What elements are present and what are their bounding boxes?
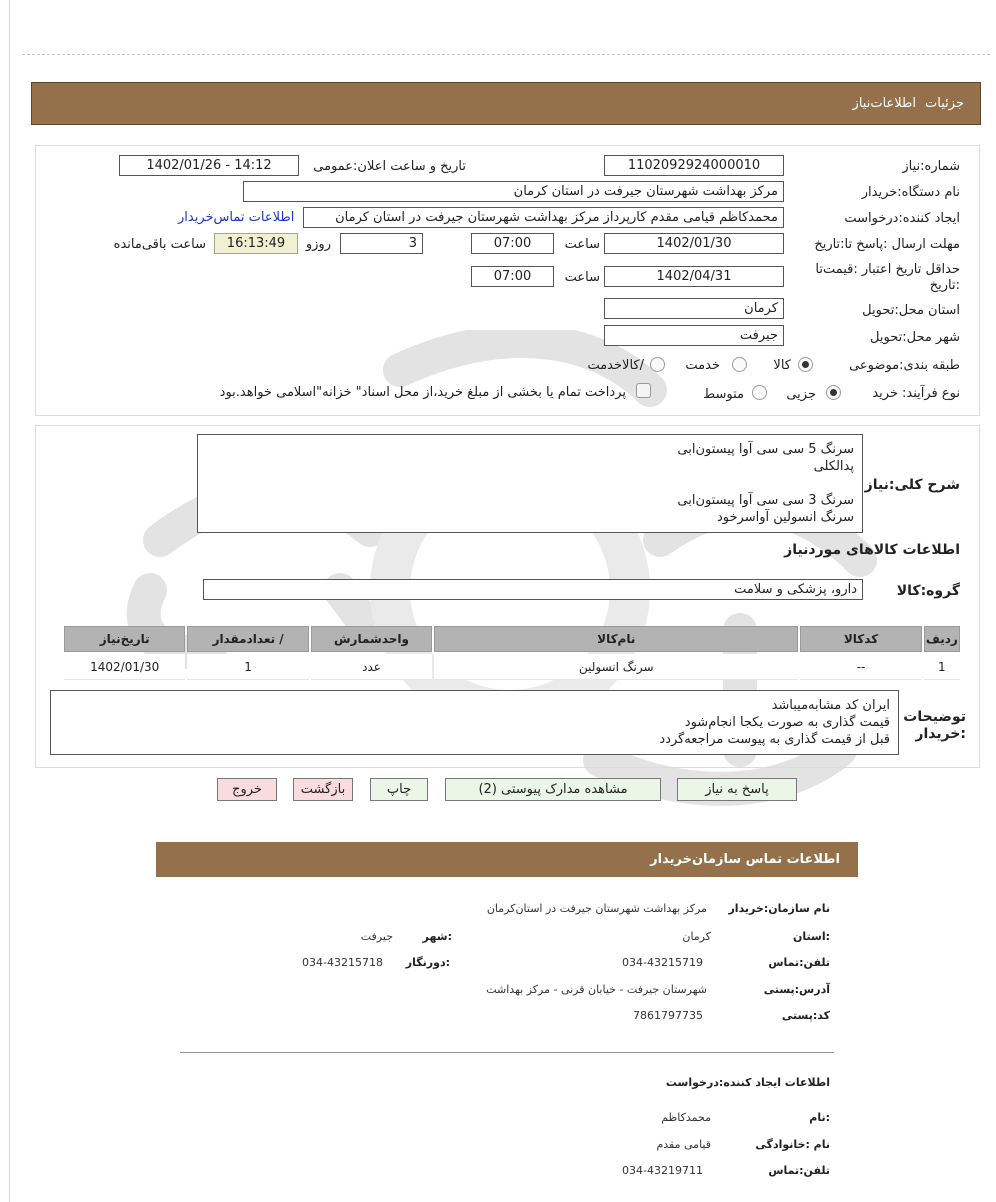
col-qty: / تعدادمقدار (187, 626, 308, 652)
validity-label-line1: حداقل تاریخ اعتبار :قیمت‌تا (815, 262, 960, 277)
treasury-payment-note: پرداخت تمام یا بخشی از مبلغ خرید،از محل اسناد" خزانه"اسلامی خواهد.بود (219, 385, 626, 400)
buyer-contact-link[interactable]: اطلاعات تماس‌خریدار (178, 210, 295, 225)
contact-address-value: شهرستان جیرفت - خیابان قرنی - مرکز بهداشت (486, 983, 707, 996)
cell-date: 1402/01/30 (64, 654, 185, 680)
process-type-label: نوع فرآیند: (902, 386, 960, 401)
header-title-need-info: اطلاعات‌نیاز (852, 96, 916, 111)
announce-label: تاریخ و ساعت اعلان:عمومی (313, 159, 466, 174)
validity-date-field[interactable]: 1402/04/31 (604, 266, 784, 287)
summary-label: شرح کلی:نیاز (864, 477, 960, 493)
buyer-org-field[interactable]: مرکز بهداشت شهرستان جیرفت در استان کرمان (243, 181, 784, 202)
process-option-minor: جزیی (786, 387, 816, 402)
validity-time-field[interactable]: 07:00 (471, 266, 554, 287)
contact-fax-value: 034-43215718 (302, 956, 383, 969)
col-date: تاریخ‌نیاز (64, 626, 185, 652)
summary-line (206, 475, 854, 492)
need-number-field[interactable]: 1102092924000010 (604, 155, 784, 176)
buyer-org-label: نام دستگاه:خریدار (861, 185, 960, 200)
creator-section-title: اطلاعات ایجاد کننده:درخواست (665, 1076, 830, 1089)
contact-phone-value: 034-43215719 (622, 956, 703, 969)
table-row[interactable] (64, 654, 960, 680)
notes-line: ایران کد مشابه‌میباشد (771, 698, 890, 713)
col-unit: واحدشمارش (311, 626, 432, 652)
notes-line: قبل از قیمت گذاری به پیوست مراجعه‌گردد (659, 732, 890, 747)
category-option-goods-service: /کالاخدمت (587, 358, 644, 373)
creator-phone-value: 034-43219711 (622, 1164, 703, 1177)
view-attachments-button[interactable]: مشاهده مدارک پیوستی (2) (445, 778, 661, 801)
top-dashed-divider (22, 54, 990, 55)
contact-city-label: :شهر (422, 930, 452, 943)
creator-name-value: محمدکاظم (661, 1111, 711, 1124)
announce-datetime-field[interactable]: 1402/01/26 - 14:12 (119, 155, 299, 176)
process-radio-medium[interactable] (752, 385, 767, 400)
creator-family-label: نام :خانوادگی (755, 1138, 830, 1151)
buyer-notes-textbox[interactable] (50, 690, 899, 755)
contact-province-value: کرمان (682, 930, 711, 943)
cell-qty: 1 (187, 654, 308, 680)
left-border-line (9, 0, 10, 1202)
reply-button[interactable]: پاسخ به نیاز (677, 778, 797, 801)
deadline-date-field[interactable]: 1402/01/30 (604, 233, 784, 254)
contact-header-bar (156, 842, 858, 877)
summary-textbox[interactable] (197, 434, 863, 533)
creator-family-value: قیامی مقدم (656, 1138, 711, 1151)
goods-group-label: گروه:کالا (896, 583, 960, 599)
deadline-time-field[interactable]: 07:00 (471, 233, 554, 254)
cell-unit: عدد (311, 654, 432, 680)
notes-line: قیمت گذاری به صورت یکجا انجام‌شود (684, 715, 890, 730)
print-button[interactable]: چاپ (370, 778, 428, 801)
treasury-payment-checkbox[interactable] (636, 383, 651, 398)
header-title-details: جزئیات (925, 96, 964, 111)
creator-phone-label: تلفن:تماس (768, 1164, 830, 1177)
summary-line: سرنگ انسولین آواسرخود (716, 510, 854, 525)
summary-line: سرنگ 3 سی سی آوا پیستون‌ابی (677, 493, 854, 508)
category-option-service: خدمت (685, 358, 720, 373)
province-label: استان محل:تحویل (862, 303, 960, 318)
contact-address-label: آدرس:پستی (763, 983, 830, 996)
cell-row: 1 (924, 654, 960, 680)
contact-org-label: نام سازمان:خریدار (728, 902, 830, 915)
goods-group-field[interactable]: دارو، پزشکی و سلامت (203, 579, 863, 600)
days-field[interactable]: 3 (340, 233, 423, 254)
back-button[interactable]: بازگشت (293, 778, 353, 801)
process-radio-minor[interactable] (826, 385, 841, 400)
province-field[interactable]: کرمان (604, 298, 784, 319)
buyer-notes-label-2: :خریدار (915, 726, 966, 742)
summary-line: سرنگ 5 سی سی آوا پیستون‌ابی (677, 442, 854, 457)
process-option-medium: متوسط (703, 387, 744, 402)
summary-line: پدالکلی (813, 459, 854, 474)
category-label: طبقه بندی:موضوعی (849, 358, 960, 373)
items-table-header (64, 626, 960, 652)
category-radio-goods-service[interactable] (650, 357, 665, 372)
contact-divider (180, 1052, 834, 1053)
items-table (62, 624, 962, 682)
contact-org-value: مرکز بهداشت شهرستان جیرفت در استان‌کرمان (486, 902, 707, 915)
validity-time-label: ساعت (564, 270, 600, 285)
need-number-label: شماره:نیاز (902, 159, 960, 174)
goods-section-title: اطلاعات کالاهای موردنیاز (784, 542, 960, 558)
buyer-notes-label-1: توضیحات (903, 709, 966, 725)
contact-title: اطلاعات تماس سازمان‌خریدار (650, 852, 840, 867)
deadline-time-label: ساعت (564, 237, 600, 252)
remaining-timer: 16:13:49 (214, 233, 298, 254)
validity-label-line2: :تاریخ (929, 278, 960, 293)
cell-name: سرنگ انسولین (434, 654, 798, 680)
category-radio-goods[interactable] (798, 357, 813, 372)
contact-city-value: جیرفت (360, 930, 393, 943)
deadline-label: مهلت ارسال :پاسخ تا:تاریخ (814, 237, 960, 252)
category-option-goods: کالا (773, 358, 791, 373)
city-label: شهر محل:تحویل (870, 330, 960, 345)
contact-postal-label: کد:پستی (781, 1009, 830, 1022)
requester-label: ایجاد کننده:درخواست (844, 211, 960, 226)
contact-phone-label: تلفن:تماس (768, 956, 830, 969)
contact-province-label: :استان (793, 930, 830, 943)
exit-button[interactable]: خروج (217, 778, 277, 801)
requester-field[interactable]: محمدکاظم قیامی مقدم کارپرداز مرکز بهداشت شهرستان جیرفت در استان کرمان (303, 207, 784, 228)
col-name: نام‌کالا (434, 626, 798, 652)
col-row: ردیف (924, 626, 960, 652)
days-label: روزو (305, 237, 331, 252)
city-field[interactable]: جیرفت (604, 325, 784, 346)
contact-postal-value: 7861797735 (633, 1009, 703, 1022)
cell-code: -- (800, 654, 921, 680)
process-buy-label: خرید (872, 386, 898, 401)
details-header-bar (31, 82, 981, 125)
creator-name-label: :نام (809, 1111, 830, 1124)
contact-fax-label: :دورنگار (405, 956, 450, 969)
category-radio-service[interactable] (732, 357, 747, 372)
col-code: کدکالا (800, 626, 921, 652)
remaining-label: ساعت باقی‌مانده (113, 237, 206, 252)
